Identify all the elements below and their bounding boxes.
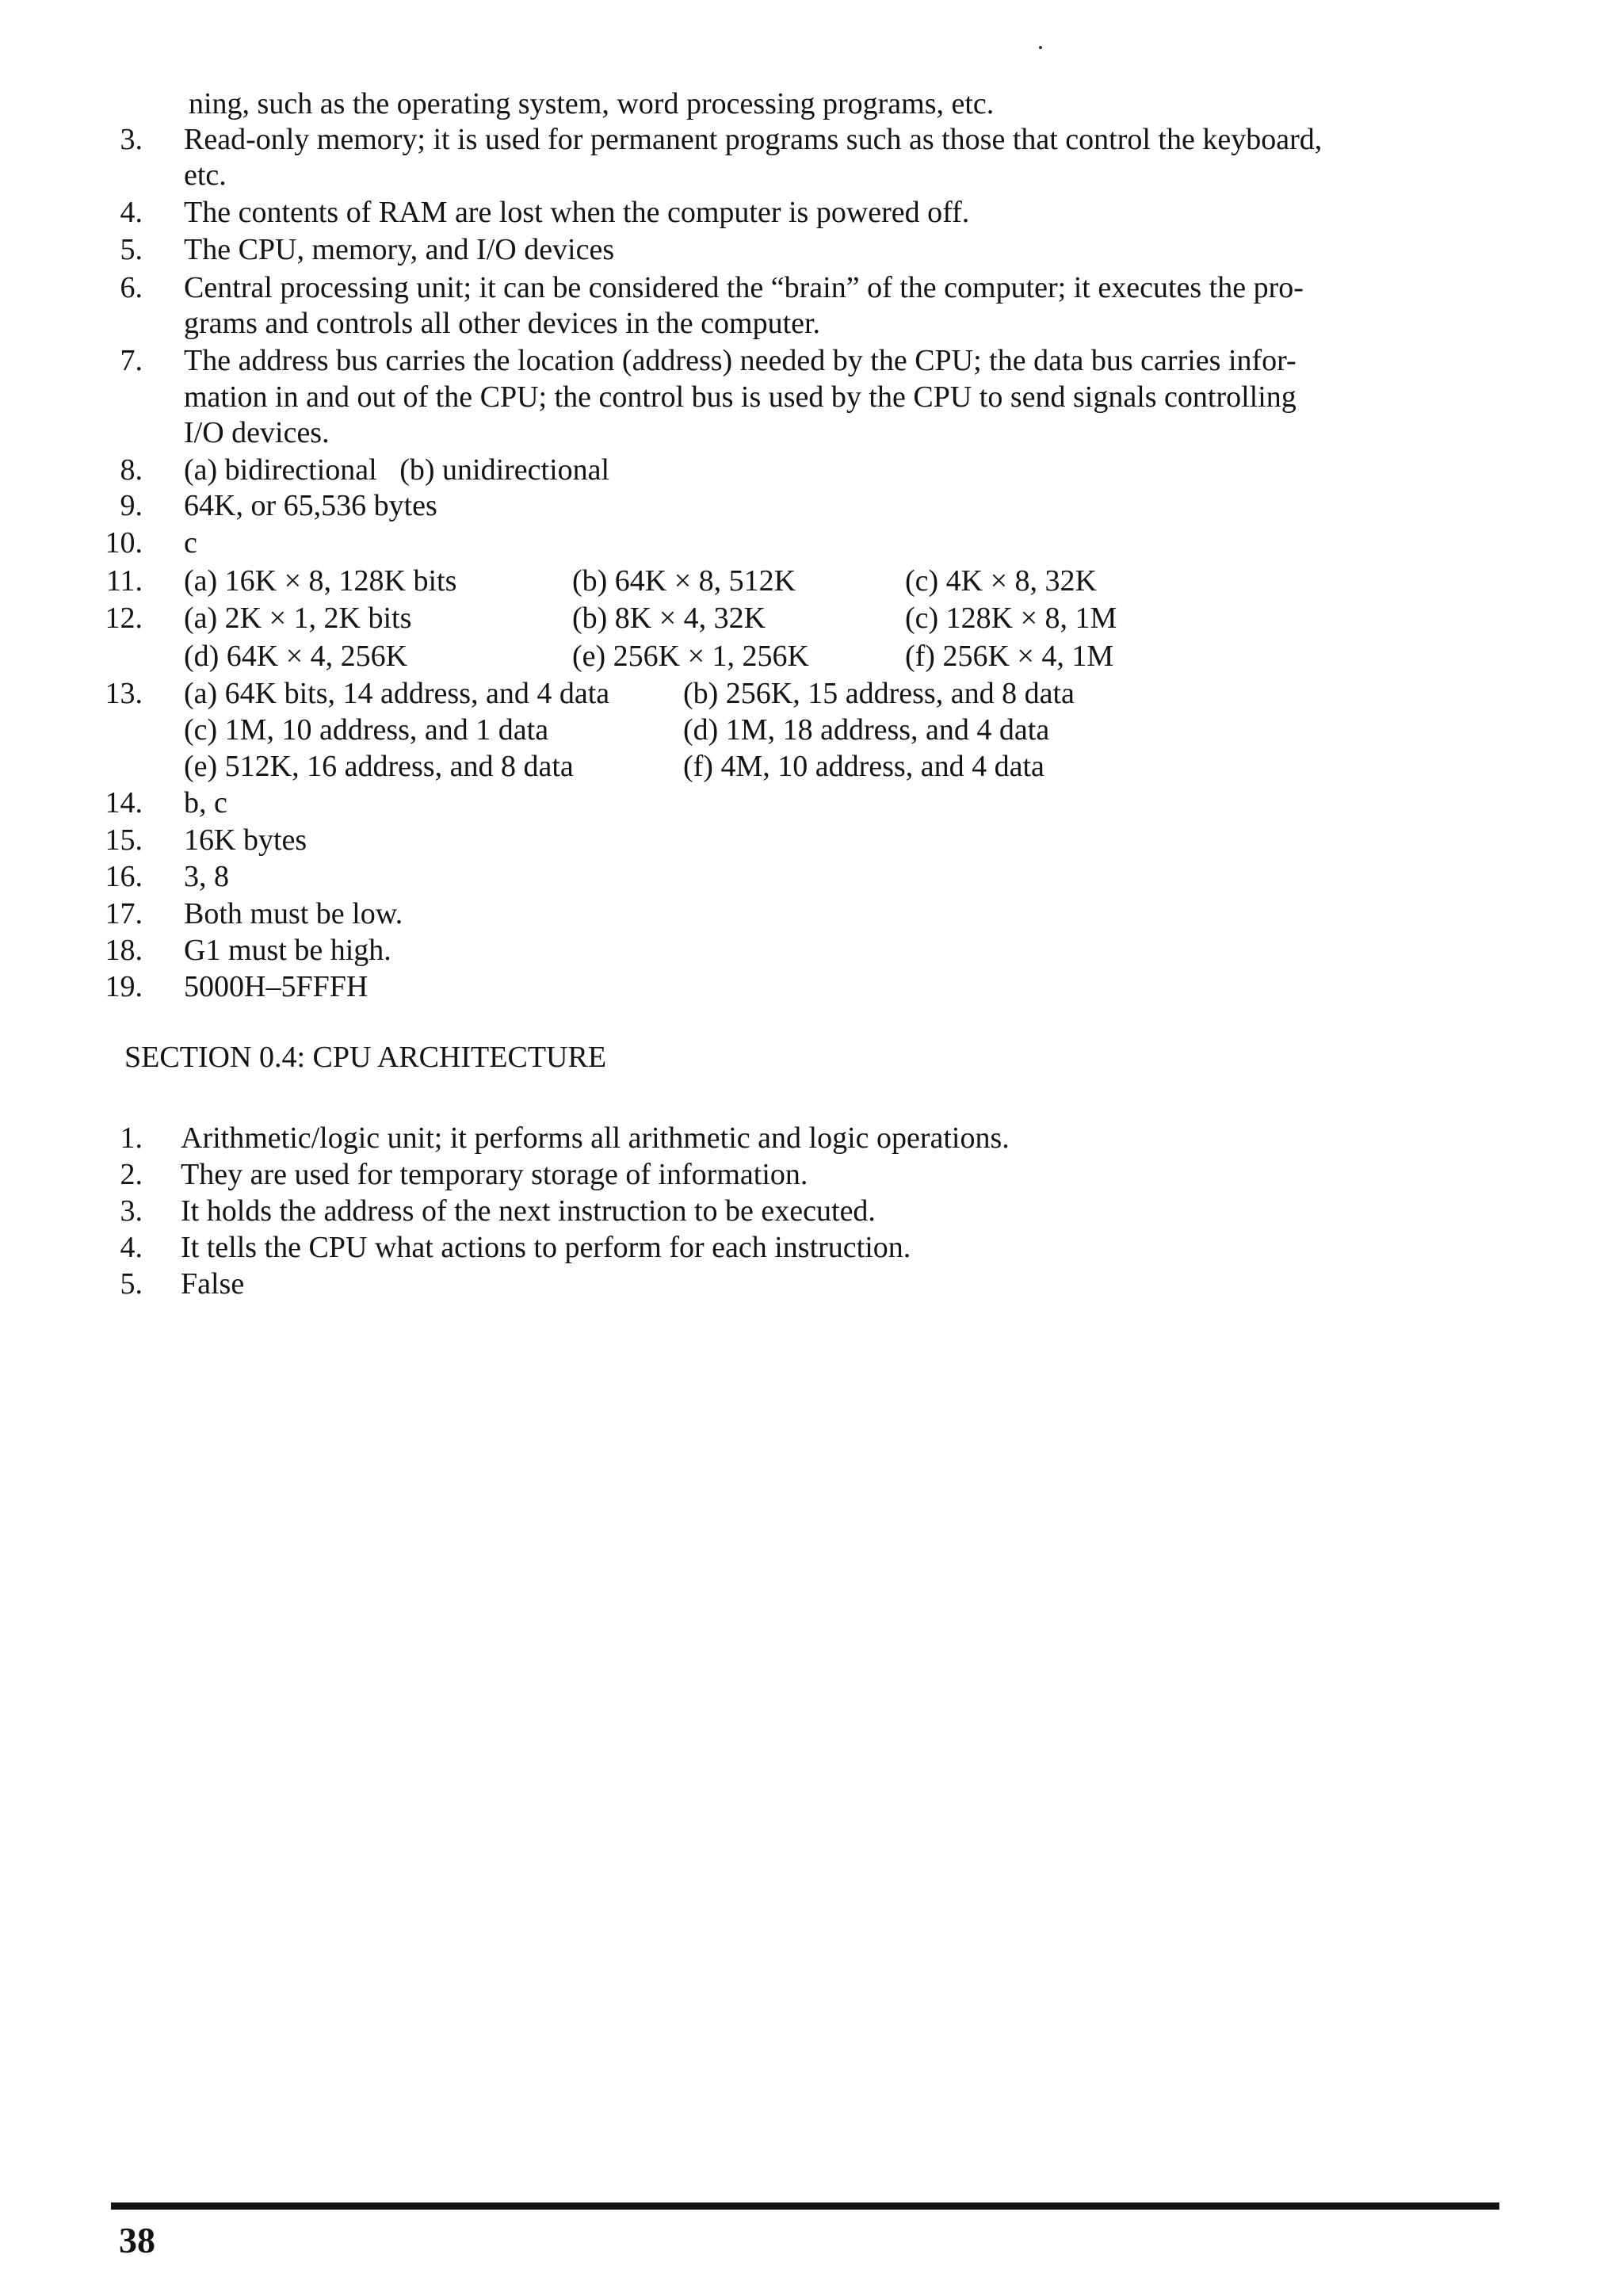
- answer-item-6-continued: [184, 305, 820, 342]
- speck-mark: [1039, 46, 1042, 49]
- answer-part: (b) 256K, 15 address, and 8 data: [683, 677, 1075, 710]
- item-text: b, c: [184, 786, 227, 819]
- answer-part: (b) 8K × 4, 32K: [572, 602, 766, 635]
- item-text: 64K, or 65,536 bytes: [184, 489, 437, 522]
- answer-part: (a) 64K bits, 14 address, and 4 data: [184, 677, 610, 710]
- item-number: 16.: [105, 860, 143, 893]
- item-number: 17.: [105, 897, 143, 930]
- item-number: 12.: [105, 602, 143, 635]
- item-number: 10.: [105, 526, 143, 560]
- item-text: mation in and out of the CPU; the control bus is used by the CPU to send signals controlling: [184, 380, 1296, 414]
- item-text: 5000H–5FFFH: [184, 970, 369, 1003]
- page-number: 38: [119, 2220, 155, 2260]
- item-text: Both must be low.: [184, 897, 403, 930]
- item-number: 5.: [120, 233, 143, 266]
- item-number: 6.: [120, 271, 143, 304]
- answer-part: (c) 1M, 10 address, and 1 data: [184, 713, 549, 747]
- item-number: 1.: [120, 1121, 143, 1155]
- item-text: (a) bidirectional (b) unidirectional: [184, 453, 610, 487]
- continuation-line: [189, 86, 994, 122]
- item-number: 15.: [105, 823, 143, 857]
- item-text: Arithmetic/logic unit; it performs all arithmetic and logic operations.: [181, 1121, 1010, 1155]
- item-text: The address bus carries the location (address) needed by the CPU; the data bus carries infor-: [184, 344, 1296, 377]
- answer-item-7-continued: [184, 379, 1296, 415]
- answer-item-3-continued: [184, 157, 227, 193]
- answer-part: (c) 128K × 8, 1M: [905, 602, 1117, 635]
- answer-part: (c) 4K × 8, 32K: [905, 564, 1097, 598]
- continuation-text: ning, such as the operating system, word processing programs, etc.: [189, 87, 995, 120]
- item-text: They are used for temporary storage of information.: [181, 1158, 808, 1191]
- item-number: 4.: [120, 1231, 143, 1264]
- item-text: grams and controls all other devices in the computer.: [184, 307, 821, 340]
- item-number: 5.: [120, 1267, 143, 1301]
- item-text: G1 must be high.: [184, 934, 391, 967]
- item-text: It tells the CPU what actions to perform for each instruction.: [181, 1231, 911, 1264]
- footer-rule: [111, 2202, 1499, 2210]
- item-text: etc.: [184, 159, 227, 192]
- item-text: 16K bytes: [184, 823, 307, 857]
- answer-part: (d) 64K × 4, 256K: [184, 640, 408, 673]
- item-text: 3, 8: [184, 860, 229, 893]
- answer-part: (f) 256K × 4, 1M: [905, 640, 1114, 673]
- answer-part: (e) 256K × 1, 256K: [572, 640, 809, 673]
- item-number: 9.: [120, 489, 143, 522]
- item-number: 2.: [120, 1158, 143, 1191]
- item-text: The CPU, memory, and I/O devices: [184, 233, 615, 266]
- item-number: 11.: [105, 564, 143, 598]
- section-heading: SECTION 0.4: CPU ARCHITECTURE: [124, 1041, 607, 1074]
- answer-item-7-continued: [184, 415, 330, 451]
- item-text: c: [184, 526, 197, 560]
- item-text: The contents of RAM are lost when the computer is powered off.: [184, 196, 970, 229]
- item-number: 14.: [105, 786, 143, 819]
- answer-part: (e) 512K, 16 address, and 8 data: [184, 750, 574, 783]
- item-text: False: [181, 1267, 245, 1301]
- item-number: 8.: [120, 453, 143, 487]
- item-number: 4.: [120, 196, 143, 229]
- item-number: 18.: [105, 934, 143, 967]
- item-number: 3.: [120, 1194, 143, 1228]
- answer-part: (a) 2K × 1, 2K bits: [184, 602, 412, 635]
- answer-part: (f) 4M, 10 address, and 4 data: [683, 750, 1044, 783]
- item-text: Read-only memory; it is used for permanent programs such as those that control the keyboard,: [184, 123, 1323, 156]
- item-number: 3.: [120, 123, 143, 156]
- item-number: 13.: [105, 677, 143, 710]
- answer-part: (b) 64K × 8, 512K: [572, 564, 796, 598]
- item-number: 19.: [105, 970, 143, 1003]
- answer-part: (a) 16K × 8, 128K bits: [184, 564, 457, 598]
- item-text: It holds the address of the next instruction to be executed.: [181, 1194, 876, 1228]
- item-text: Central processing unit; it can be considered the “brain” of the computer; it executes the pro-: [184, 271, 1304, 304]
- item-number: 7.: [120, 344, 143, 377]
- item-text: I/O devices.: [184, 416, 330, 449]
- answer-part: (d) 1M, 18 address, and 4 data: [683, 713, 1050, 747]
